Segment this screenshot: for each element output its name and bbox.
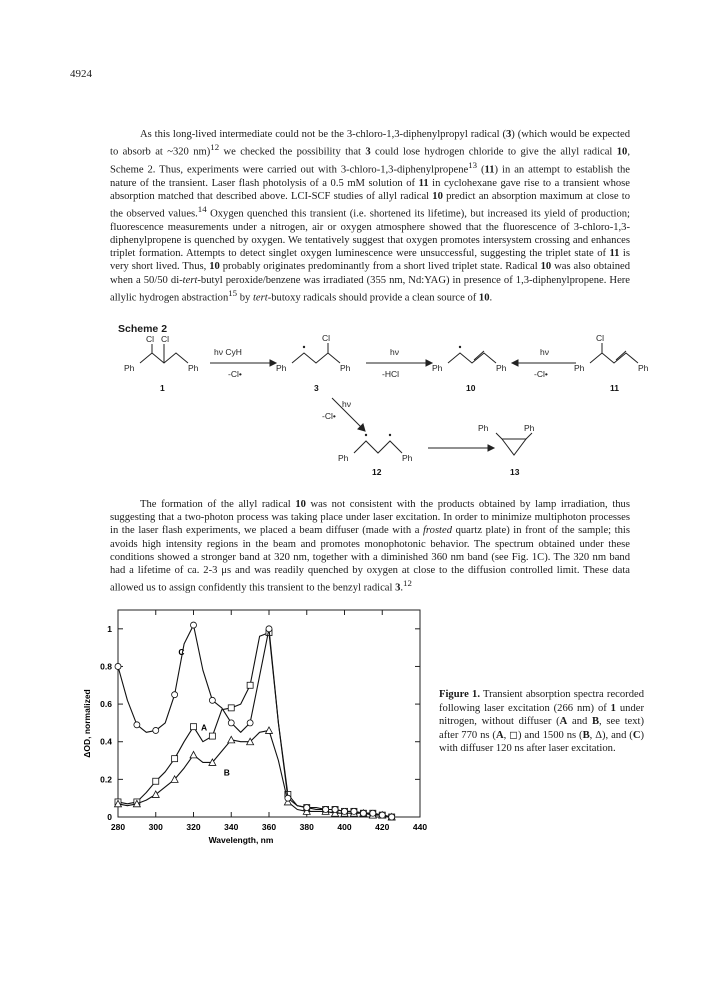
compound-10-skeleton xyxy=(448,353,496,363)
series-line-B xyxy=(118,730,392,817)
data-point xyxy=(247,682,253,688)
x-tick-label: 280 xyxy=(110,822,126,832)
y-tick-label: 0.2 xyxy=(100,774,112,785)
x-tick-label: 300 xyxy=(148,822,163,832)
ph-label: Ph xyxy=(574,363,585,373)
hv-cyh-label: hν CyH xyxy=(214,347,242,357)
reaction-scheme xyxy=(110,335,650,485)
x-tick-label: 440 xyxy=(412,822,428,832)
x-tick-label: 340 xyxy=(224,822,239,832)
ref-12: 12 xyxy=(403,578,412,589)
y-axis-label: ΔOD, normalized xyxy=(82,689,92,758)
y-tick-label: 0.6 xyxy=(100,699,112,710)
data-point xyxy=(228,736,235,743)
x-tick-label: 360 xyxy=(261,822,277,832)
hv-label: hν xyxy=(540,347,549,357)
data-point xyxy=(379,812,385,818)
ph-label: Ph xyxy=(338,453,349,463)
body-paragraph-1: As this long-lived intermediate could not be the 3-chloro-1,3-diphenylpropyl radical (3) (which would be expected to absorb at ~320 nm)$^{12}$ we checked the possibility that 3 could lose hydrogen chloride to give the allyl radical 10, Scheme 2. Thus, experiments were carried out with 3-chloro-1,3-diphenylpropene$^{13}$ (11) in an attempt to establish the nature of the transient. Laser flash photolysis of a 0.5 mM solution of 11 in cyclohexane gave rise to a transient whose absorption matched that described above. LCI-SCF studies of allyl radical 10 predict an absorption maximum at close to the observed values.$^{14}$ Oxygen quenched this transient (i.e. shortened its lifetime), but increased its yield of production; fluorescence measurements under a nitrogen, air or oxygen atmosphere showed that the fluorescence of 3-chloro-1,3-diphenylpropene is quenched by oxygen. We tentatively suggest that oxygen promotes intersystem crossing and enhances triplet formation. Attempts to detect singlet oxygen luminescence were unsuccessful, suggesting the triplet state of 11 is very short lived. Thus, 10 probably originates predominantly from a short lived triplet state. Radical 10 was also obtained when a 50/50 di-tert-butyl peroxide/benzene was irradiated (355 nm, Nd:YAG) in presence of 1,3-diphenylpropene. Here allylic hydrogen abstraction$^{15}$ by tert-butoxy radicals should provide a clean source of 10. xyxy=(110,129,631,304)
compound-number: 3 xyxy=(314,383,319,393)
minus-cl-label: -Cl• xyxy=(322,411,336,421)
data-point xyxy=(351,808,357,814)
minus-cl-label: -Cl• xyxy=(534,369,548,379)
ph-label: Ph xyxy=(276,363,287,373)
data-point xyxy=(247,720,253,726)
compound-3-skeleton xyxy=(292,353,340,363)
cl-label: Cl xyxy=(161,335,170,344)
data-point xyxy=(228,705,234,711)
ref-12: 12 xyxy=(210,142,220,153)
body-paragraph-2: The formation of the allyl radical 10 was not consistent with the products obtained by lamp irradiation, thus suggesting that a two-photon process was taking place under laser excitation. In order to minimize multiphoton processes in the laser flash experiments, we placed a beam diffuser (made with a frosted quartz plate) in front of the sample; this avoids high intensity regions in the beam and promotes monophotonic behavior. The spectrum obtained under these conditions showed a stronger band at 320 nm, together with a diminished 360 nm band (see Fig. 1C). The 320 nm band had a lifetime of ca. 2-3 μs and was readily quenched by oxygen at close to the diffusion controlled limit. These data allowed us to assign confidently this transient to the benzyl radical 3.12 xyxy=(110,499,630,594)
data-point xyxy=(191,724,197,730)
data-point xyxy=(172,756,178,762)
data-point xyxy=(285,795,291,801)
series-line-C xyxy=(118,625,392,817)
ref-13: 13 xyxy=(468,159,478,170)
data-point xyxy=(134,722,140,728)
compound-11-skeleton xyxy=(590,353,638,363)
page-number: 4924 xyxy=(70,68,92,80)
curve-label-B: B xyxy=(223,767,230,778)
plot-frame xyxy=(118,610,420,817)
data-point xyxy=(172,692,178,698)
data-point xyxy=(342,808,348,814)
x-tick-label: 420 xyxy=(375,822,390,832)
ref-14: 14 xyxy=(197,204,207,215)
x-tick-label: 400 xyxy=(337,822,352,832)
ph-label: Ph xyxy=(478,423,489,433)
data-point xyxy=(389,814,395,820)
y-tick-label: 0.8 xyxy=(100,661,112,672)
figure-caption: Figure 1. Transient absorption spectra recorded following laser excitation (266 nm) of 1 under nitrogen, without diffuser (A and B, see text) after 770 ns (A, ◻) and 1500 ns (B, Δ), and (C) with diffuser 120 ns after laser excitation. xyxy=(439,689,645,754)
data-point xyxy=(209,733,215,739)
cl-label: Cl xyxy=(596,335,605,343)
data-point xyxy=(304,805,310,811)
compound-12-skeleton xyxy=(354,441,402,453)
ph-label: Ph xyxy=(188,363,199,373)
y-tick-label: 1 xyxy=(107,623,112,634)
y-tick-label: 0.4 xyxy=(100,736,112,747)
series-line-A xyxy=(118,633,392,817)
y-tick-label: 0 xyxy=(107,812,112,822)
cl-label: Cl xyxy=(322,335,331,343)
data-point xyxy=(190,751,197,758)
data-point xyxy=(266,626,272,632)
ph-label: Ph xyxy=(524,423,535,433)
cl-label: Cl xyxy=(146,335,155,344)
minus-hcl-label: -HCl xyxy=(382,369,399,379)
x-tick-label: 320 xyxy=(186,822,201,832)
data-point xyxy=(228,720,234,726)
x-tick-label: 380 xyxy=(299,822,314,832)
data-point xyxy=(370,810,376,816)
compound-number: 13 xyxy=(510,467,520,477)
compound-number: 12 xyxy=(372,467,382,477)
data-point xyxy=(266,727,273,734)
ph-label: Ph xyxy=(496,363,507,373)
data-point xyxy=(209,697,215,703)
curve-label-C: C xyxy=(178,647,185,658)
minus-cl-label: -Cl• xyxy=(228,369,242,379)
x-axis-label: Wavelength, nm xyxy=(208,835,274,845)
data-point xyxy=(153,778,159,784)
hv-label: hν xyxy=(342,399,351,409)
ph-label: Ph xyxy=(402,453,413,463)
ph-label: Ph xyxy=(432,363,443,373)
compound-13-skeleton xyxy=(502,439,526,455)
data-point xyxy=(332,806,338,812)
ph-label: Ph xyxy=(638,363,649,373)
hv-label: hν xyxy=(390,347,399,357)
compound-number: 10 xyxy=(466,383,476,393)
data-point xyxy=(191,622,197,628)
ph-label: Ph xyxy=(340,363,351,373)
data-point xyxy=(115,663,121,669)
ref-15: 15 xyxy=(228,287,238,298)
scheme-title: Scheme 2 xyxy=(118,323,168,335)
compound-number: 1 xyxy=(160,383,165,393)
data-point xyxy=(153,727,159,733)
figure-1-chart xyxy=(70,606,440,856)
ph-label: Ph xyxy=(124,363,135,373)
data-point xyxy=(323,806,329,812)
compound-number: 11 xyxy=(610,383,619,393)
data-point xyxy=(360,810,366,816)
curve-label-A: A xyxy=(201,722,208,733)
